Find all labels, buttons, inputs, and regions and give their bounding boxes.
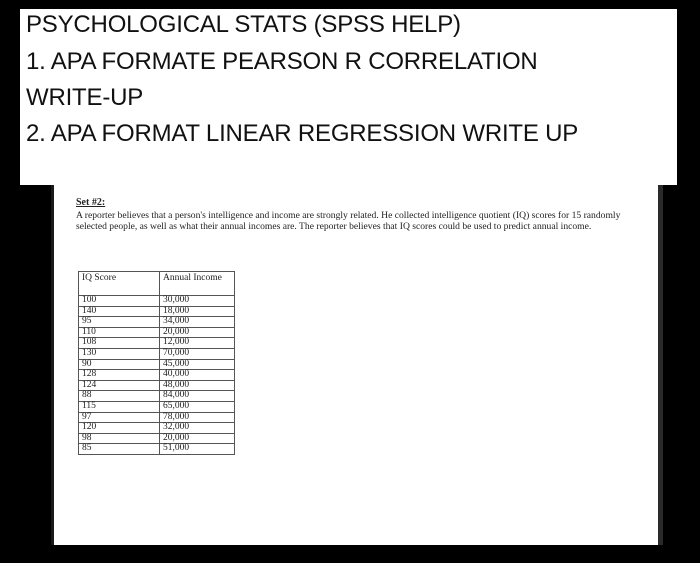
iq-score-cell: 100 — [79, 296, 160, 307]
table-row — [79, 380, 235, 391]
annual-income-cell: 48,000 — [160, 380, 235, 391]
annual-income-cell: 45,000 — [160, 359, 235, 370]
annual-income-cell: 34,000 — [160, 317, 235, 328]
iq-income-table — [78, 271, 235, 455]
annual-income-cell: 40,000 — [160, 370, 235, 381]
iq-score-cell: 85 — [79, 444, 160, 455]
iq-score-cell: 95 — [79, 317, 160, 328]
table-body — [79, 296, 235, 455]
iq-score-cell: 110 — [79, 327, 160, 338]
table-row — [79, 401, 235, 412]
table-row — [79, 338, 235, 349]
document-image — [54, 185, 658, 545]
header-panel — [20, 9, 677, 185]
header-item-1-continued: WRITE-UP — [26, 84, 144, 111]
annual-income-cell: 20,000 — [160, 327, 235, 338]
iq-score-cell: 124 — [79, 380, 160, 391]
annual-income-cell: 84,000 — [160, 391, 235, 402]
table-row — [79, 296, 235, 307]
iq-score-cell: 108 — [79, 338, 160, 349]
iq-score-cell: 115 — [79, 401, 160, 412]
annual-income-cell: 32,000 — [160, 423, 235, 434]
annual-income-cell: 51,000 — [160, 444, 235, 455]
table-row — [79, 327, 235, 338]
header-item-2: 2. APA FORMAT LINEAR REGRESSION WRITE UP — [26, 120, 579, 147]
table-row — [79, 317, 235, 328]
table-header-row — [79, 272, 235, 296]
table-row — [79, 391, 235, 402]
document-right-border — [658, 185, 663, 545]
set-title: Set #2: — [76, 197, 106, 208]
iq-score-cell: 130 — [79, 348, 160, 359]
annual-income-cell: 12,000 — [160, 338, 235, 349]
header-item-1: 1. APA FORMATE PEARSON R CORRELATION — [26, 48, 538, 75]
iq-score-cell: 128 — [79, 370, 160, 381]
table-row — [79, 444, 235, 455]
iq-score-cell: 120 — [79, 423, 160, 434]
iq-score-cell: 140 — [79, 306, 160, 317]
iq-score-cell: 90 — [79, 359, 160, 370]
annual-income-cell: 70,000 — [160, 348, 235, 359]
header-title: PSYCHOLOGICAL STATS (SPSS HELP) — [26, 11, 461, 38]
annual-income-cell: 78,000 — [160, 412, 235, 423]
table-row — [79, 306, 235, 317]
table-row — [79, 423, 235, 434]
header-annual-income: Annual Income — [160, 272, 235, 296]
annual-income-cell: 20,000 — [160, 433, 235, 444]
header-iq-score: IQ Score — [79, 272, 160, 296]
table-row — [79, 348, 235, 359]
iq-score-cell: 98 — [79, 433, 160, 444]
iq-score-cell: 88 — [79, 391, 160, 402]
annual-income-cell: 30,000 — [160, 296, 235, 307]
table-row — [79, 370, 235, 381]
table-row — [79, 412, 235, 423]
annual-income-cell: 65,000 — [160, 401, 235, 412]
problem-paragraph: A reporter believes that a person's intelligence and income are strongly related. He collected intelligence quotient (IQ) scores for 15 randomly selected people, as well as what their annual incomes are. The reporter believes that IQ scores could be used to predict annual income. — [76, 210, 621, 233]
table-row — [79, 433, 235, 444]
annual-income-cell: 18,000 — [160, 306, 235, 317]
table-row — [79, 359, 235, 370]
iq-score-cell: 97 — [79, 412, 160, 423]
